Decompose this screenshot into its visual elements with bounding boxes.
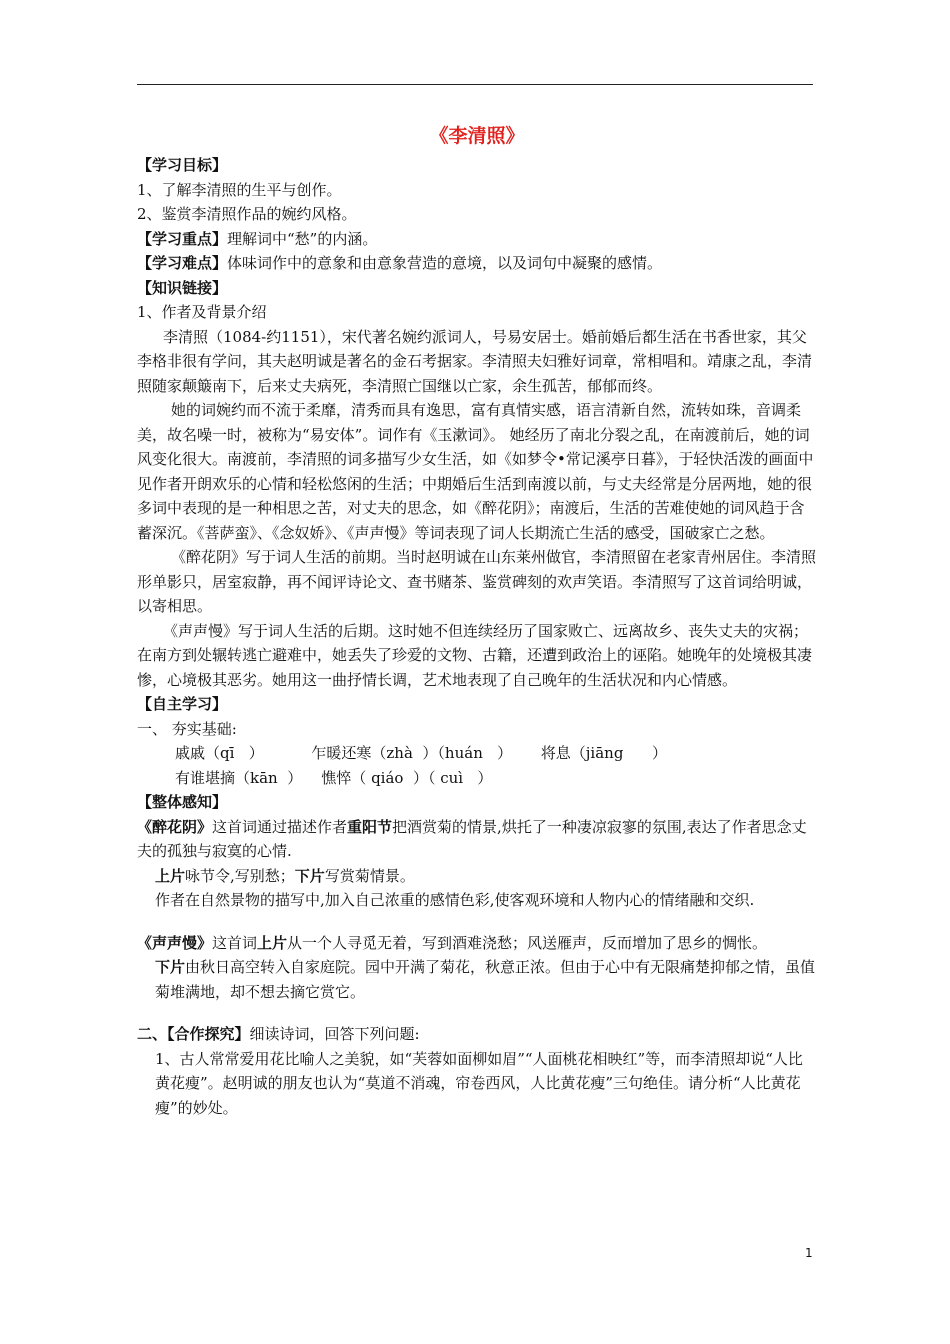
- cooperation-heading: 【合作探究】: [167, 1025, 250, 1043]
- zuihuayin-text: 这首词通过描述作者: [212, 817, 348, 836]
- festival-label: 重阳节: [347, 817, 393, 836]
- self-study-subheading: 一、 夯实基础:: [137, 719, 237, 738]
- spacer: [137, 1004, 817, 1022]
- xia-pian-text: 写赏菊情景。: [324, 866, 415, 885]
- shang-pian-label: 上片: [155, 866, 186, 885]
- style-paragraph: 她的词婉约而不流于柔靡，清秀而具有逸思，富有真情实感，语言清新自然，流转如珠，音调柔美，故名噪一时，被称为“易安体”。词作有《玉漱词》。 她经历了南北分裂之乱，在南渡前后，她的词风变化很大。南渡前，李清照的词多描写少女生活，如《如梦令•常记溪亭日暮》，于轻快活泼的画面中见作者开朗欢乐的心情和轻松悠闲的生活；中期婚后生活到南渡以前，与丈夫经常是分居两地，她的很多词中表现的是一种相思之苦，对丈夫的思念，如《醉花阴》；南渡后，生活的苦难使她的词风趋于含蓄深沉。《菩萨蛮》、《念奴娇》、《声声慢》等词表现了词人长期流亡生活的感受，国破家亡之愁。: [137, 401, 814, 542]
- xia-pian-text: 由秋日高空转入自家庭院。园中开满了菊花，秋意正浓。但由于心中有无限痛楚抑郁之情，虽值菊堆满地，却不想去摘它赏它。: [155, 958, 816, 1001]
- author-paragraph: 李清照（1084-约1151），宋代著名婉约派词人，号易安居士。婚前婚后都生活在书香世家，其父李格非很有学问，其夫赵明诚是著名的金石考据家。李清照夫妇雅好词章，常相唱和。靖康之乱，李清照随家颠簸南下，后来丈夫病死，李清照亡国继以亡家，余生孤苦，郁郁而终。: [137, 327, 813, 395]
- zuihuayin-summary: [137, 815, 817, 864]
- cooperation-intro: 细读诗词，回答下列问题:: [249, 1025, 420, 1043]
- xia-pian-label: 下片: [294, 866, 325, 885]
- difficulty-label: 【学习难点】: [137, 254, 228, 272]
- difficulty: [137, 251, 817, 276]
- key-point-label: 【学习重点】: [137, 229, 228, 248]
- knowledge-subheading: 1、作者及背景介绍: [137, 303, 267, 321]
- vocab-row: 戚戚（qī ） 乍暖还寒（zhà ）（huán ） 将息（jiāng ）: [175, 744, 668, 762]
- key-point-text: 理解词中“愁”的内涵。: [227, 229, 378, 248]
- header-rule: [137, 84, 813, 85]
- shang-pian-label: 上片: [257, 933, 288, 952]
- goals-heading: 【学习目标】: [137, 156, 228, 174]
- difficulty-text: 体味词作中的意象和由意象营造的意境，以及词句中凝聚的感情。: [227, 254, 663, 272]
- question-item: 1、古人常常爱用花比喻人之美貌，如“芙蓉如面柳如眉”“人面桃花相映红”等，而李清照却说“人比黄花瘦”。赵明诚的朋友也认为“莫道不消魂，帘卷西风，人比黄花瘦”三句绝佳。请分析“人比黄花瘦”的妙处。: [155, 1049, 803, 1117]
- spacer: [137, 913, 817, 931]
- knowledge-heading: 【知识链接】: [137, 278, 228, 297]
- goal-item: 2、鉴赏李清照作品的婉约风格。: [137, 205, 357, 223]
- document-body: [137, 121, 817, 1120]
- goal-item: 1、了解李清照的生平与创作。: [137, 180, 342, 199]
- zuihuayin-text: 把酒赏菊的情景,烘托了一种凄凉寂寥的氛围,表达了作者思念丈夫的孤独与寂寞的心情.: [137, 817, 807, 860]
- zuihuayin-note: 作者在自然景物的描写中,加入自己浓重的感情色彩,使客观环境和人物内心的情绪融和交织.: [155, 891, 755, 909]
- shengshengman-background-paragraph: 《声声慢》写于词人生活的后期。这时她不但连续经历了国家败亡、远离故乡、丧失丈夫的灾祸；在南方到处辗转逃亡避难中，她丢失了珍爱的文物、古籍，还遭到政治上的诬陷。她晚年的处境极其凄惨，心境极其恶劣。她用这一曲抒情长调，艺术地表现了自己晚年的生活状况和内心情感。: [137, 621, 813, 689]
- overview-heading: 【整体感知】: [137, 793, 228, 811]
- zuihuayin-background-paragraph: 《醉花阴》写于词人生活的前期。当时赵明诚在山东莱州做官，李清照留在老家青州居住。李清照形单影只，居室寂静，再不闻评诗论文、查书赌茶、鉴赏碑刻的欢声笑语。李清照写了这首词给明诚，以寄相思。: [137, 548, 817, 615]
- vocab-row: 有谁堪摘（kān ） 憔悴（ qiáo ）（ cuì ）: [175, 768, 493, 787]
- document-title: 《李清照》: [429, 125, 525, 147]
- zuihuayin-structure: [137, 864, 817, 889]
- key-point: [137, 227, 817, 252]
- shengshengman-structure: [137, 955, 817, 1004]
- page-number: 1: [805, 1246, 813, 1260]
- shang-pian-text: 咏节令,写别愁；: [185, 866, 295, 885]
- shengshengman-summary: [137, 931, 817, 956]
- xia-pian-label: 下片: [155, 958, 186, 976]
- zuihuayin-title: 《醉花阴》: [137, 817, 213, 836]
- shengshengman-title: 《声声慢》: [137, 933, 213, 952]
- cooperation-prefix: 二、: [137, 1025, 168, 1043]
- shengshengman-text: 从一个人寻觅无着，写到酒难浇愁；风送雁声，反而增加了思乡的惆怅。: [287, 933, 768, 952]
- cooperation-line: [137, 1022, 817, 1047]
- self-study-heading: 【自主学习】: [137, 695, 228, 713]
- shengshengman-text: 这首词: [212, 933, 258, 952]
